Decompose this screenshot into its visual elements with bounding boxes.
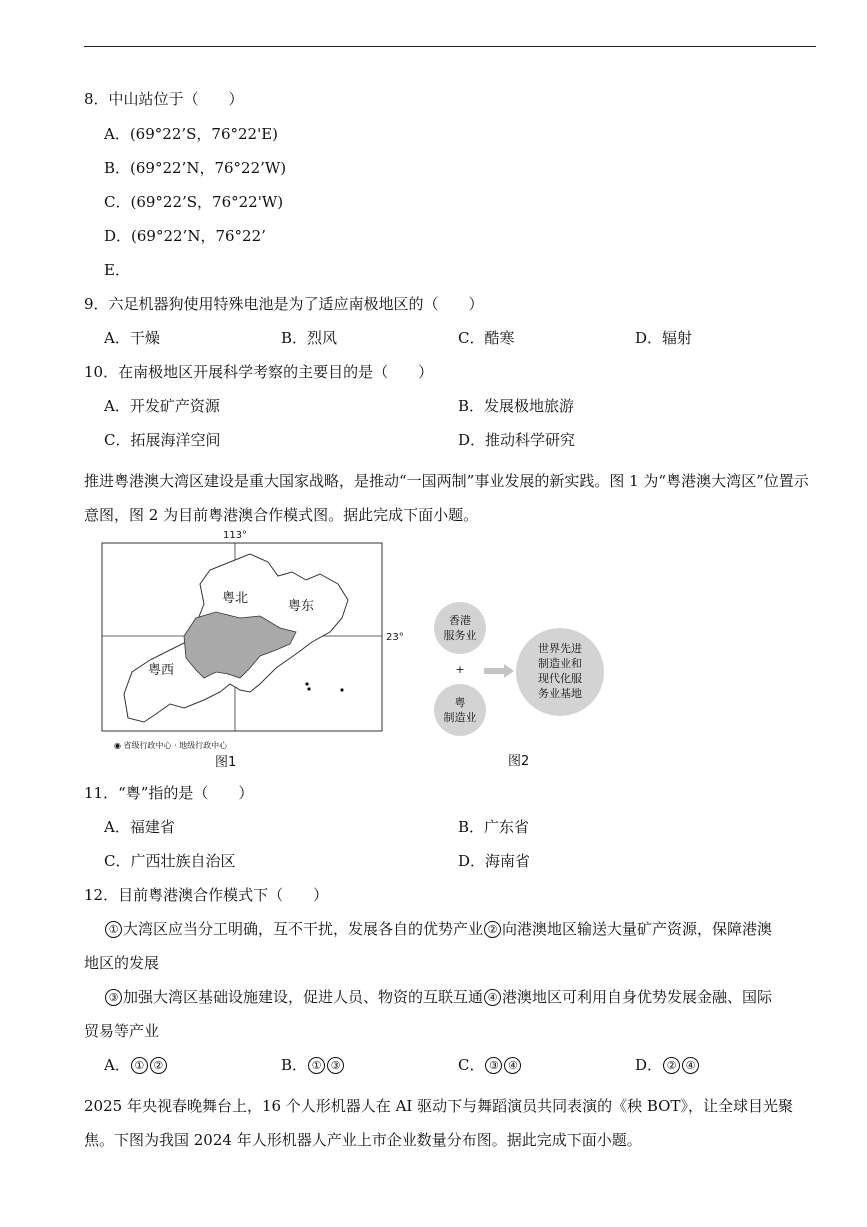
island-dot (307, 687, 310, 690)
question-12-option-c: C． ③ ④ (458, 1055, 522, 1075)
question-9-stem: 9．六足机器狗使用特殊电池是为了适应南极地区的（ ） (84, 295, 484, 313)
question-12-stem: 12．目前粤港澳合作模式下（ ） (84, 886, 329, 904)
island-dot (305, 682, 308, 685)
question-11-option-a: A．福建省 (104, 818, 175, 836)
bubble-hongkong-line2: 服务业 (443, 629, 477, 642)
question-11-option-c: C．广西壮族自治区 (104, 852, 236, 870)
arrow-icon (484, 664, 514, 678)
question-8-option-d: D．(69°22’N，76°22’ (104, 227, 266, 245)
question-10-stem: 10．在南极地区开展科学考察的主要目的是（ ） (84, 363, 434, 381)
question-9-option-b: B．烈风 (281, 329, 338, 347)
question-9-option-a: A．干燥 (104, 329, 160, 347)
region-label-yuedong: 粤东 (288, 599, 315, 614)
question-12-statements-line3: ③ 加强大湾区基础设施建设，促进人员、物资的互联互通 ④ 港澳地区可利用自身优势发展金融、国际 (104, 987, 772, 1007)
question-8-stem: 8．中山站位于（ ） (84, 90, 244, 108)
region-label-yuexi: 粤西 (148, 663, 175, 678)
marker-3: ③ (105, 989, 122, 1006)
question-8-option-b: B．(69°22’N，76°22’W) (104, 159, 287, 177)
question-12-statements-line1: ① 大湾区应当分工明确，互不干扰，发展各自的优势产业 ② 向港澳地区输送大量矿产资源，保障港澳 (104, 919, 772, 939)
question-11-stem: 11．“粤”指的是（ ） (84, 784, 254, 802)
bubble-hongkong-service (434, 602, 486, 654)
island-dot (340, 688, 343, 691)
longitude-label: 113° (222, 530, 248, 541)
result-line3: 现代化服 (538, 672, 582, 685)
map-legend: ◉ 省级行政中心 · 地级行政中心 (114, 741, 228, 750)
question-11-option-d: D．海南省 (458, 852, 531, 870)
question-8-option-e: E． (104, 261, 130, 279)
figure-1-bay-area-map (100, 530, 404, 772)
latitude-label: 23° (386, 632, 404, 643)
marker-2: ② (484, 921, 501, 938)
plus-sign: + (455, 663, 465, 676)
question-10-option-a: A．开发矿产资源 (104, 397, 220, 415)
question-11-option-b: B．广东省 (458, 818, 530, 836)
bubble-yue-line1: 粤 (454, 696, 466, 709)
bubble-yue-manufacturing (434, 684, 486, 736)
intro-paragraph-robots: 2025 年央视春晚舞台上，16 个人形机器人在 AI 驱动下与舞蹈演员共同表演的《秧 BOT》，让全球目光聚焦。下图为我国 2024 年人形机器人产业上市企业数量分布图。据此完成下面小题。 (84, 1097, 793, 1149)
region-label-yuebei: 粤北 (222, 591, 249, 606)
figure-1-caption: 图1 (215, 755, 237, 770)
question-8-option-c: C．(69°22’S，76°22'W) (104, 193, 284, 211)
question-9-option-d: D．辐射 (635, 329, 693, 347)
question-12-statements-line4: 贸易等产业 (84, 1022, 160, 1040)
question-12-option-d: D． ② ④ (635, 1055, 700, 1075)
result-line4: 务业基地 (538, 687, 582, 700)
question-10-option-b: B．发展极地旅游 (458, 397, 575, 415)
figure-2-cooperation-diagram (428, 600, 608, 740)
result-line2: 制造业和 (538, 657, 582, 670)
question-12-option-b: B． ① ③ (281, 1055, 345, 1075)
question-10-option-d: D．推动科学研究 (458, 431, 576, 449)
result-line1: 世界先进 (538, 642, 582, 655)
question-12-statements-line2: 地区的发展 (84, 954, 160, 972)
marker-1: ① (105, 921, 122, 938)
question-12-option-a: A． ① ② (104, 1055, 168, 1075)
intro-paragraph-bay-area: 推进粤港澳大湾区建设是重大国家战略，是推动“一国两制”事业发展的新实践。图 1 为“粤港澳大湾区”位置示意图，图 2 为目前粤港澳合作模式图。据此完成下面小题。 (84, 472, 809, 524)
bubble-yue-line2: 制造业 (443, 711, 477, 724)
question-10-option-c: C．拓展海洋空间 (104, 431, 221, 449)
bubble-hongkong-line1: 香港 (449, 614, 471, 627)
question-8-option-a: A．(69°22’S，76°22'E) (104, 125, 279, 143)
header-rule (84, 46, 816, 47)
marker-4: ④ (484, 989, 501, 1006)
figure-2-caption: 图2 (508, 754, 530, 769)
question-9-option-c: C．酷寒 (458, 329, 515, 347)
